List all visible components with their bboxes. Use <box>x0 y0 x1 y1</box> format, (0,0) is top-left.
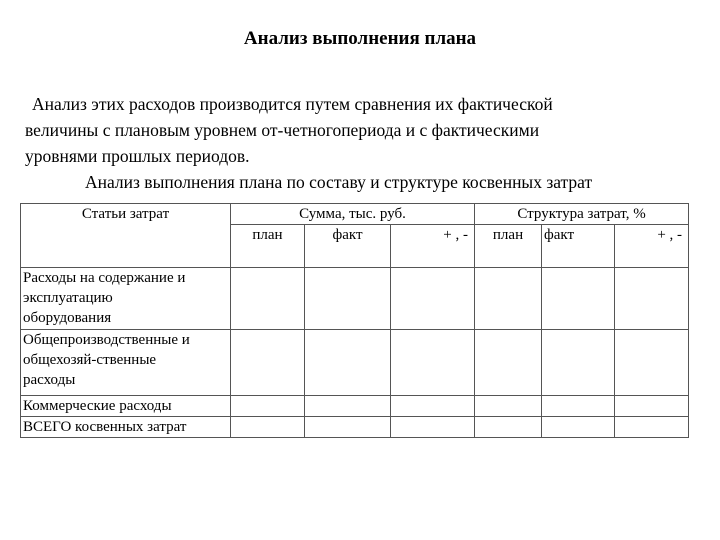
row-label-line: оборудования <box>23 310 112 326</box>
row-label-line: Общепроизводственные и <box>23 332 190 348</box>
table-caption: Анализ выполнения плана по составу и структуре косвенных затрат <box>85 172 593 192</box>
page-title: Анализ выполнения плана <box>243 28 477 49</box>
row-label-line: эксплуатацию <box>23 290 113 306</box>
cost-analysis-table <box>20 203 689 438</box>
table-cell <box>615 417 689 438</box>
table-cell <box>615 330 689 396</box>
table-cell <box>305 268 391 330</box>
table-cell <box>542 396 615 417</box>
header-cost-items: Статьи затрат <box>21 204 231 268</box>
table-cell <box>475 330 542 396</box>
table-cell <box>231 268 305 330</box>
paragraph-line: Анализ этих расходов производится путем сравнения их фактической <box>32 94 553 114</box>
table-cell <box>542 268 615 330</box>
row-label <box>21 330 231 396</box>
header-sum-plan: план <box>231 225 305 268</box>
row-label: ВСЕГО косвенных затрат <box>21 417 231 438</box>
table-cell <box>391 417 475 438</box>
table-cell <box>231 330 305 396</box>
row-label-line: общехозяй-ственные <box>23 352 157 368</box>
table-cell <box>305 417 391 438</box>
table-cell <box>305 330 391 396</box>
table-row <box>21 330 689 396</box>
table-cell <box>305 396 391 417</box>
table-cell <box>391 396 475 417</box>
row-label-line: Расходы на содержание и <box>23 270 186 286</box>
header-structure-fact: факт <box>542 225 615 268</box>
table-row <box>21 396 689 417</box>
table-cell <box>542 417 615 438</box>
header-structure-diff: + , - <box>615 225 689 268</box>
table-row <box>21 417 689 438</box>
row-label: Коммерческие расходы <box>21 396 231 417</box>
row-label-line: расходы <box>23 372 76 388</box>
table-cell <box>391 268 475 330</box>
table-cell <box>231 417 305 438</box>
table-row <box>21 268 689 330</box>
header-sum-group: Сумма, тыс. руб. <box>231 204 475 225</box>
table-cell <box>615 268 689 330</box>
table-cell <box>615 396 689 417</box>
table-cell <box>475 396 542 417</box>
header-structure-plan: план <box>475 225 542 268</box>
row-label <box>21 268 231 330</box>
table-cell <box>542 330 615 396</box>
paragraph-line: уровнями прошлых периодов. <box>25 146 250 166</box>
table-cell <box>475 268 542 330</box>
table-cell <box>475 417 542 438</box>
paragraph-line: величины с плановым уровнем от-четногопериода и с фактическими <box>25 120 540 140</box>
header-sum-diff: + , - <box>391 225 475 268</box>
table-cell <box>391 330 475 396</box>
header-structure-group: Структура затрат, % <box>475 204 689 225</box>
header-sum-fact: факт <box>305 225 391 268</box>
table-cell <box>231 396 305 417</box>
